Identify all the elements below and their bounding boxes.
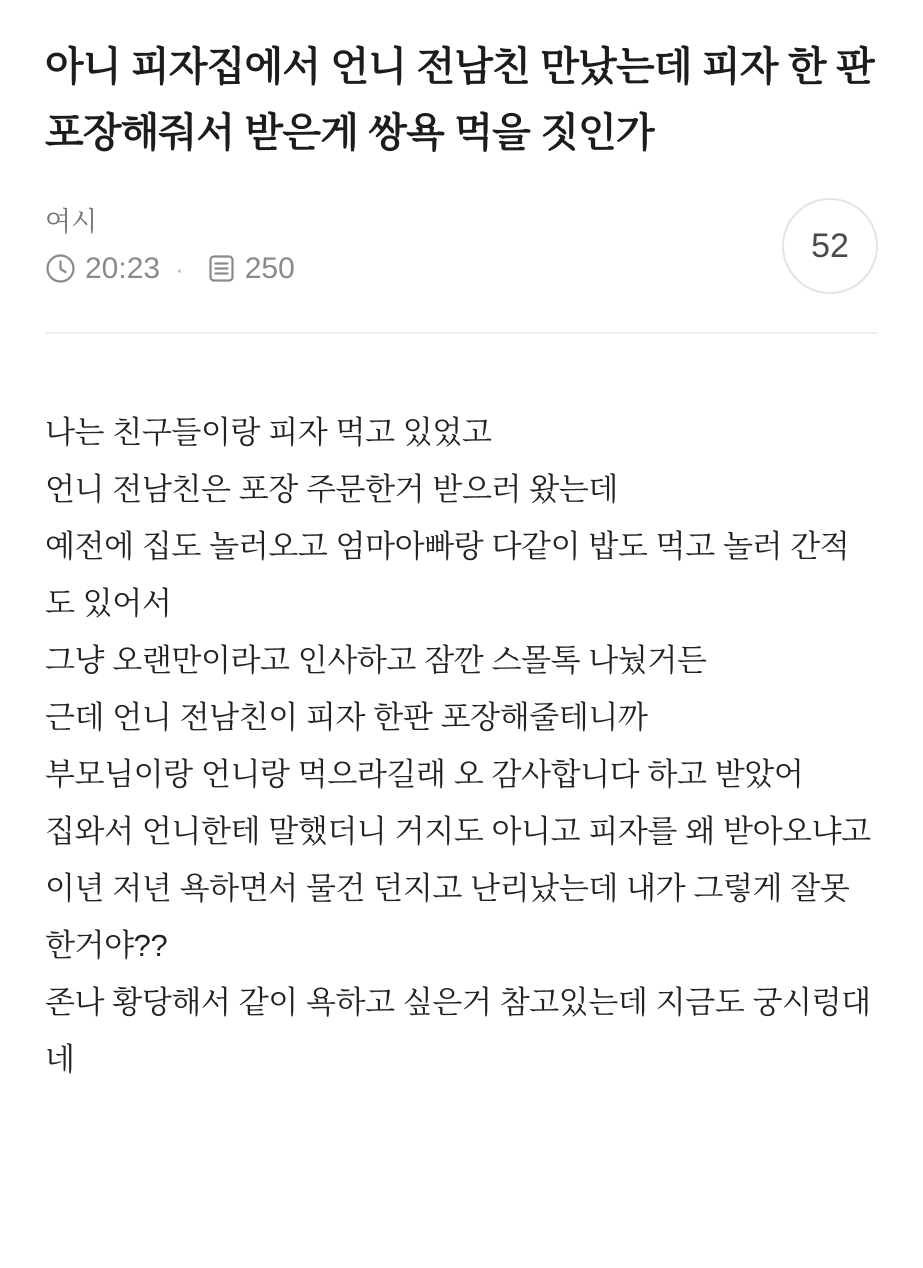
body-paragraph: 나는 친구들이랑 피자 먹고 있었고 [45, 415, 492, 450]
community-name[interactable]: 여시 [45, 206, 98, 237]
post-title: 아니 피자집에서 언니 전남친 만났는데 피자 한 판 포장해줘서 받은게 쌍욕 먹을 짓인가 [45, 45, 874, 155]
body-paragraph: 부모님이랑 언니랑 먹으라길래 오 감사합니다 하고 받았어 [45, 757, 804, 792]
view-count: 250 [244, 251, 295, 285]
post-meta-section [45, 198, 878, 294]
post-meta-left [45, 206, 295, 287]
comment-count-badge[interactable] [782, 198, 878, 294]
post-time: 20:23 [85, 251, 161, 285]
post-meta-row [45, 251, 295, 287]
post-body [45, 404, 878, 1088]
body-paragraph: 집와서 언니한테 말했더니 거지도 아니고 피자를 왜 받아오냐고 [45, 814, 871, 849]
section-divider [45, 332, 878, 334]
body-paragraph: 예전에 집도 놀러오고 엄마아빠랑 다같이 밥도 먹고 놀러 간적도 있어서 [45, 529, 850, 621]
body-paragraph: 근데 언니 전남친이 피자 한판 포장해줄테니까 [45, 700, 648, 735]
document-icon [207, 253, 236, 284]
body-paragraph: 존나 황당해서 같이 욕하고 싶은거 참고있는데 지금도 궁시렁대네 [45, 985, 871, 1077]
meta-separator: · [175, 253, 184, 284]
body-paragraph: 언니 전남친은 포장 주문한거 받으러 왔는데 [45, 472, 618, 507]
comment-count-value: 52 [811, 226, 849, 265]
clock-icon [45, 253, 76, 284]
body-paragraph: 이년 저년 욕하면서 물건 던지고 난리났는데 내가 그렇게 잘못한거야?? [45, 871, 850, 963]
body-paragraph: 그냥 오랜만이라고 인사하고 잠깐 스몰톡 나눴거든 [45, 643, 707, 678]
